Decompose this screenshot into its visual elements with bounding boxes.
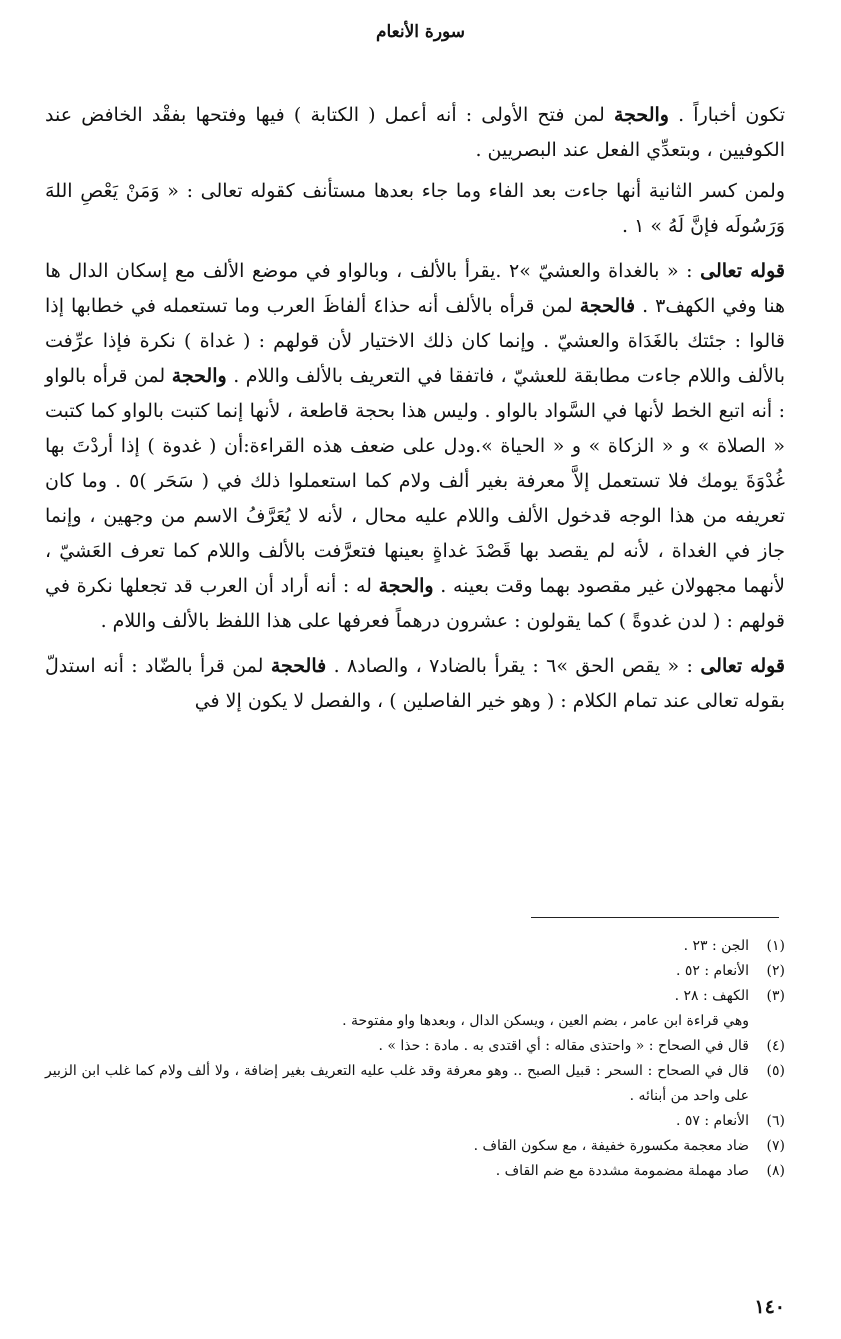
text-run: : « يقص الحق »٦ : يقرأ بالضاد٧ ، والصاد٨ . [326,655,701,677]
bold-keyword: فالحجة [579,295,636,317]
footnote-text: الأنعام : ٥٧ . [675,1113,749,1129]
footnote-number: (٣) [766,988,785,1004]
footnote-text: الكهف : ٢٨ . [674,988,749,1004]
footnote-text: الأنعام : ٥٢ . [675,963,749,979]
text-run: لمن قرأ بالضّاد : أنه استدلّ بقوله تعالى عند تمام الكلام : ( وهو خير الفاصلين ) ، والفصل لا يكون إلا في [45,655,785,712]
footnote-3 [45,984,785,1009]
paragraph-4 [45,649,785,719]
page-header-title: سورة الأنعام [375,22,466,42]
footnote-8 [45,1159,785,1184]
paragraph-3 [45,254,785,639]
footnote-7 [45,1134,785,1159]
footnote-text: صاد مهملة مضمومة مشددة مع ضم القاف . [495,1163,749,1179]
footnote-6 [45,1109,785,1134]
text-run: لمن فتح الأولى : أنه أعمل ( الكتابة ) فيها وفتحها بفقْد الخافض عند الكوفيين ، وبتعدِّي الفعل عند البصريين . [45,104,785,161]
text-run: لمن قرأه بالألف أنه حذا٤ ألفاظَ العرب وما تستعمله في خطابها إذا قالوا : جئتك بالغَدَاة والعشيّ . وإنما كان ذلك الاختيار لأن قولهم : ( غداة ) نكرة فإذا عرِّفت بالألف واللام جاءت مطابقة للعشيّ ، فاتفقا في التعريف بالألف واللام . [45,295,785,387]
paragraph-1 [45,98,785,168]
text-run: لمن قرأه بالواو : أنه اتبع الخط لأنها في السَّواد بالواو . وليس هذا بحجة قاطعة ، لأنها إنما كتبت بالواو كما كتبت « الصلاة » و « الزكاة » و « الحياة ».ودل على ضعف هذه القراءة:أن ( غدوة ) إذا أردْتَ بها غُدْوَةَ يومك فلا تستعمل إلاَّ معرفة بغير ألف ولام كما استعملوا ذلك في ( سَحَر )٥ . وما كان تعريفه من هذا الوجه قدخول الألف واللام عليه محال ، لأنه لا يُعَرَّفُ الاسم من وجهين ، وإنما جاز في الغداة ، لأنه لم يقصد بها قَصْدَ غداةٍ بعينها فتعرَّفت بالألف واللام كما تعرف العَشيّ ، لأنهما مجهولان غير مقصود بهما وقت بعينه . [45,365,785,597]
footnote-text: قال في الصحاح : السحر : قبيل الصبح .. وهو معرفة وقد غلب عليه التعريف بغير إضافة ، ولا ألف ولام كما غلب ابن الزبير على واحد من أبنائه . [45,1063,749,1104]
bold-keyword: قوله تعالى [700,655,786,677]
footnote-number: (٧) [766,1138,785,1154]
footnote-number: (٨) [766,1163,785,1179]
text-run: : « بالغداة والعشيّ »٢ .يقرأ بالألف ، وبالواو في موضع الألف مع إسكان الدال ها هنا وفي الكهف٣ . [45,260,786,317]
footnote-separator [531,917,779,918]
bold-keyword: والحجة [378,575,434,597]
bold-keyword: قوله تعالى [700,260,785,282]
footnote-text: قال في الصحاح : « واحتذى مقاله : أي اقتدى به . مادة : حذا » . [378,1038,749,1054]
footnote-text: الجن : ٢٣ . [683,938,749,954]
footnote-number: (٥) [766,1063,785,1079]
page-number: ١٤٠ [754,1296,785,1318]
footnote-number: (٤) [766,1038,785,1054]
footnotes [45,934,785,1184]
bold-keyword: فالحجة [270,655,327,677]
bold-keyword: والحجة [613,104,669,126]
footnote-number: (٦) [766,1113,785,1129]
footnote-4 [45,1034,785,1059]
footnote-1 [45,934,785,959]
footnote-3-continued [45,1009,785,1034]
footnote-2 [45,959,785,984]
footnote-number: (٢) [766,963,785,979]
footnote-number: (١) [766,938,785,954]
bold-keyword: والحجة [171,365,227,387]
paragraph-2 [45,174,785,244]
footnote-text: وهي قراءة ابن عامر ، بضم العين ، ويسكن الدال ، وبعدها واو مفتوحة . [342,1013,749,1029]
text-run: له : أنه أراد أن العرب قد تجعلها نكرة في قولهم : ( لدن غدوةً ) كما يقولون : عشرون درهماً فعرفها على هذا اللفظ بالألف واللام . [45,575,785,632]
footnote-text: ضاد معجمة مكسورة خفيفة ، مع سكون القاف . [473,1138,749,1154]
footnote-5 [45,1059,785,1109]
main-text [45,98,785,729]
text-run: ولمن كسر الثانية أنها جاءت بعد الفاء وما جاء بعدها مستأنف كقوله تعالى : « وَمَنْ يَعْصِ اللهَ وَرَسُولَه فإنَّ لَهُ » ١ . [45,180,785,237]
text-run: تكون أخباراً . [668,104,785,126]
